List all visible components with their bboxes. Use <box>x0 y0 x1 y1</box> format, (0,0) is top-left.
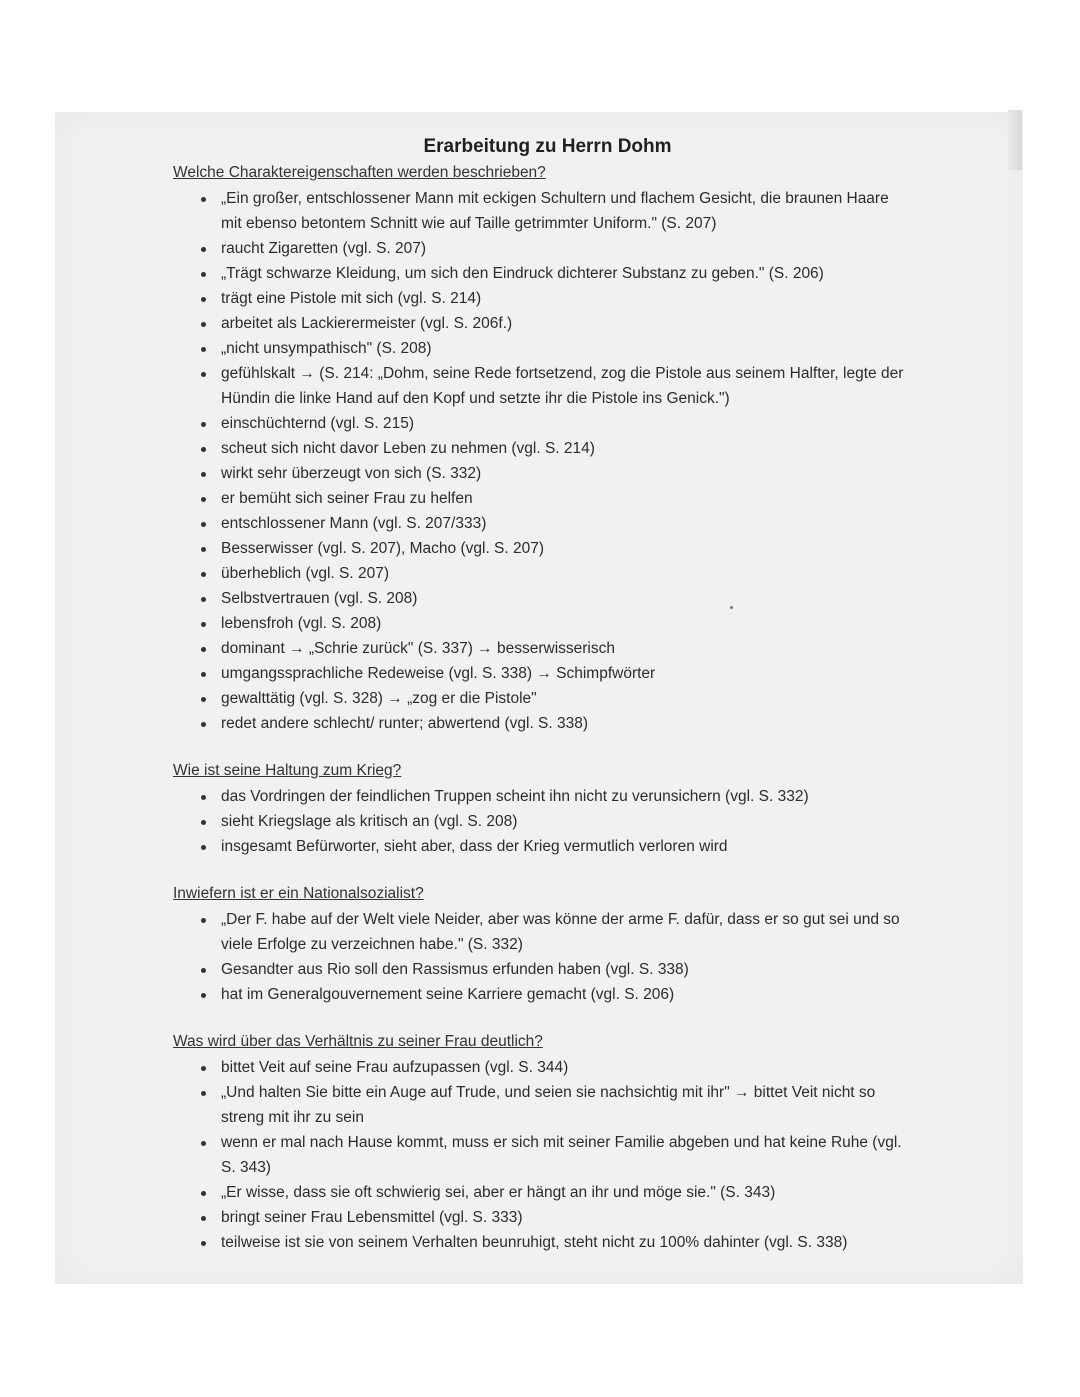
bullet-icon <box>201 647 206 652</box>
list-item-text: teilweise ist sie von seinem Verhalten beunruhigt, steht nicht zu 100% dahinter (vgl. S. 338) <box>221 1234 848 1251</box>
list-item <box>193 511 910 536</box>
bullet-icon <box>201 422 206 427</box>
list-item-text: umgangssprachliche Redeweise (vgl. S. 338) → Schimpfwörter <box>221 665 656 682</box>
list-item-text: Gesandter aus Rio soll den Rassismus erfunden haben (vgl. S. 338) <box>221 961 689 978</box>
list-item-text: bittet Veit auf seine Frau aufzupassen (vgl. S. 344) <box>221 1059 569 1076</box>
bullet-icon <box>201 497 206 502</box>
bullet-icon <box>201 297 206 302</box>
list-item-text: „nicht unsympathisch" (S. 208) <box>221 340 432 357</box>
bullet-icon <box>201 347 206 352</box>
list-item <box>193 1055 910 1080</box>
bullet-icon <box>201 672 206 677</box>
list-item-text: redet andere schlecht/ runter; abwertend (vgl. S. 338) <box>221 715 589 732</box>
bullet-icon <box>201 918 206 923</box>
list-item-text: einschüchternd (vgl. S. 215) <box>221 415 414 432</box>
list-item <box>193 661 910 686</box>
list-item-text: wenn er mal nach Hause kommt, muss er sich mit seiner Familie abgeben und hat keine Ruhe (vgl. S. 343) <box>221 1134 902 1176</box>
list-item <box>193 809 910 834</box>
list-item-text: scheut sich nicht davor Leben zu nehmen (vgl. S. 214) <box>221 440 595 457</box>
bullet-list <box>165 186 910 736</box>
list-item <box>193 686 910 711</box>
list-item-text: arbeitet als Lackierermeister (vgl. S. 206f.) <box>221 315 513 332</box>
bullet-icon <box>201 447 206 452</box>
list-item <box>193 711 910 736</box>
paper-edge <box>1008 110 1022 170</box>
list-item <box>193 361 910 411</box>
bullet-icon <box>201 1141 206 1146</box>
list-item-text: „Der F. habe auf der Welt viele Neider, aber was könne der arme F. dafür, dass er so gut sei und so viele Erfolge zu verzeichnen habe." (S. 332) <box>221 911 900 953</box>
list-item-text: dominant → „Schrie zurück" (S. 337) → besserwisserisch <box>221 640 615 657</box>
question-section <box>165 164 910 736</box>
list-item-text: raucht Zigaretten (vgl. S. 207) <box>221 240 427 257</box>
list-item-text: „Er wisse, dass sie oft schwierig sei, aber er hängt an ihr und möge sie." (S. 343) <box>221 1184 776 1201</box>
list-item <box>193 1130 910 1180</box>
list-item-text: gefühlskalt → (S. 214: „Dohm, seine Rede fortsetzend, zog die Pistole aus seinem Halfter, legte der Hündin die linke Hand auf den Kopf und setzte ihr die Pistole ins Genick.") <box>221 365 904 407</box>
list-item <box>193 261 910 286</box>
bullet-icon <box>201 697 206 702</box>
list-item <box>193 957 910 982</box>
list-item-text: sieht Kriegslage als kritisch an (vgl. S. 208) <box>221 813 518 830</box>
list-item <box>193 336 910 361</box>
list-item <box>193 636 910 661</box>
bullet-list <box>165 907 910 1007</box>
bullet-icon <box>201 1241 206 1246</box>
list-item-text: bringt seiner Frau Lebensmittel (vgl. S. 333) <box>221 1209 523 1226</box>
list-item <box>193 784 910 809</box>
bullet-icon <box>201 795 206 800</box>
bullet-icon <box>201 1091 206 1096</box>
section-question: Was wird über das Verhältnis zu seiner Frau deutlich? <box>173 1033 543 1050</box>
list-item-text: das Vordringen der feindlichen Truppen scheint ihn nicht zu verunsichern (vgl. S. 332) <box>221 788 809 805</box>
list-item-text: „Ein großer, entschlossener Mann mit eckigen Schultern und flachem Gesicht, die braunen Haare mit ebenso betontem Schnitt wie auf Taille getrimmter Uniform." (S. 207) <box>221 190 889 232</box>
bullet-list <box>165 1055 910 1255</box>
bullet-icon <box>201 722 206 727</box>
list-item <box>193 236 910 261</box>
bullet-icon <box>201 820 206 825</box>
document-body <box>165 136 910 1281</box>
list-item <box>193 1180 910 1205</box>
list-item <box>193 486 910 511</box>
bullet-icon <box>201 1066 206 1071</box>
bullet-icon <box>201 372 206 377</box>
bullet-icon <box>201 247 206 252</box>
bullet-icon <box>201 968 206 973</box>
list-item-text: Besserwisser (vgl. S. 207), Macho (vgl. S. 207) <box>221 540 545 557</box>
list-item-text: gewalttätig (vgl. S. 328) → „zog er die Pistole" <box>221 690 537 707</box>
list-item <box>193 286 910 311</box>
list-item <box>193 311 910 336</box>
list-item <box>193 1080 910 1130</box>
bullet-icon <box>201 197 206 202</box>
section-question: Welche Charaktereigenschaften werden beschrieben? <box>173 164 546 181</box>
list-item <box>193 1205 910 1230</box>
list-item <box>193 834 910 859</box>
question-section <box>165 885 910 1007</box>
list-item-text: hat im Generalgouvernement seine Karriere gemacht (vgl. S. 206) <box>221 986 675 1003</box>
list-item <box>193 611 910 636</box>
bullet-icon <box>201 622 206 627</box>
bullet-icon <box>201 522 206 527</box>
section-question: Wie ist seine Haltung zum Krieg? <box>173 762 402 779</box>
bullet-icon <box>201 547 206 552</box>
bullet-icon <box>201 572 206 577</box>
bullet-icon <box>201 993 206 998</box>
question-section <box>165 1033 910 1255</box>
list-item <box>193 536 910 561</box>
list-item-text: entschlossener Mann (vgl. S. 207/333) <box>221 515 487 532</box>
list-item <box>193 586 910 611</box>
bullet-list <box>165 784 910 859</box>
sections-container <box>165 164 910 1255</box>
bullet-icon <box>201 472 206 477</box>
list-item-text: lebensfroh (vgl. S. 208) <box>221 615 382 632</box>
list-item-text: „Trägt schwarze Kleidung, um sich den Eindruck dichterer Substanz zu geben." (S. 206) <box>221 265 824 282</box>
list-item <box>193 411 910 436</box>
question-section <box>165 762 910 859</box>
list-item <box>193 982 910 1007</box>
bullet-icon <box>201 272 206 277</box>
bullet-icon <box>201 597 206 602</box>
bullet-icon <box>201 322 206 327</box>
list-item-text: trägt eine Pistole mit sich (vgl. S. 214) <box>221 290 482 307</box>
list-item-text: insgesamt Befürworter, sieht aber, dass der Krieg vermutlich verloren wird <box>221 838 728 855</box>
list-item <box>193 1230 910 1255</box>
list-item <box>193 186 910 236</box>
list-item-text: „Und halten Sie bitte ein Auge auf Trude, und seien sie nachsichtig mit ihr" → bittet Veit nicht so streng mit ihr zu sein <box>221 1084 876 1126</box>
document-title: Erarbeitung zu Herrn Dohm <box>423 136 672 157</box>
bullet-icon <box>201 845 206 850</box>
list-item-text: überheblich (vgl. S. 207) <box>221 565 390 582</box>
bullet-icon <box>201 1191 206 1196</box>
list-item-text: wirkt sehr überzeugt von sich (S. 332) <box>221 465 482 482</box>
list-item <box>193 461 910 486</box>
bullet-icon <box>201 1216 206 1221</box>
list-item-text: er bemüht sich seiner Frau zu helfen <box>221 490 473 507</box>
list-item <box>193 907 910 957</box>
list-item-text: Selbstvertrauen (vgl. S. 208) <box>221 590 418 607</box>
list-item <box>193 436 910 461</box>
list-item <box>193 561 910 586</box>
section-question: Inwiefern ist er ein Nationalsozialist? <box>173 885 424 902</box>
